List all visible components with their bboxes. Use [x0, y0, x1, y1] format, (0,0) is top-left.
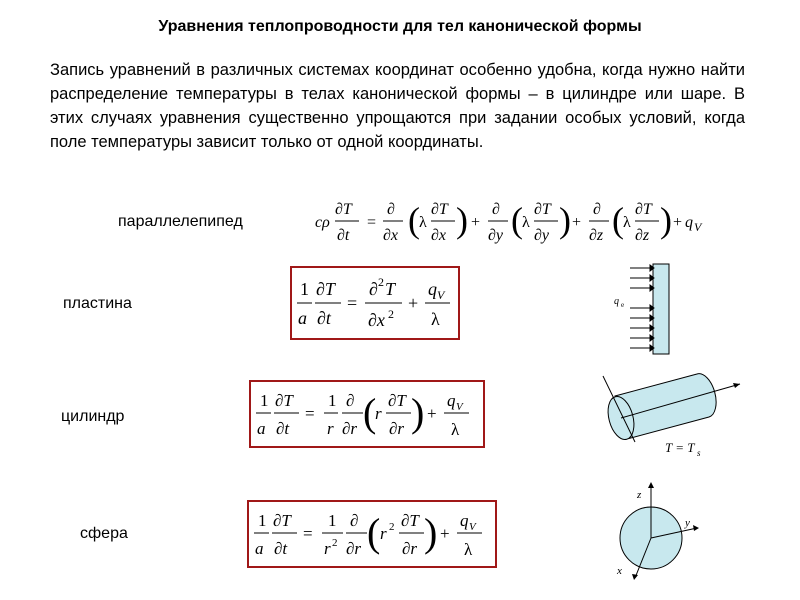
- svg-text:2: 2: [378, 275, 384, 289]
- svg-text:(: (: [363, 390, 377, 435]
- svg-text:(: (: [612, 200, 624, 240]
- svg-text:∂r: ∂r: [402, 539, 418, 558]
- svg-text:V: V: [469, 521, 476, 533]
- svg-text:∂x: ∂x: [383, 227, 399, 244]
- plate-diagram-svg: [610, 260, 680, 360]
- plate-equation-svg: [292, 268, 458, 338]
- svg-text:∂t: ∂t: [317, 308, 331, 328]
- svg-text:q: q: [428, 279, 437, 299]
- svg-text:∂T: ∂T: [316, 279, 335, 299]
- svg-text:∂t: ∂t: [337, 227, 350, 244]
- svg-text:λ: λ: [623, 214, 631, 231]
- axis-y-label: y: [685, 517, 690, 529]
- svg-text:λ: λ: [522, 214, 530, 231]
- sphere-diagram-svg: [615, 482, 705, 582]
- svg-text:λ: λ: [464, 540, 473, 559]
- svg-text:): ): [456, 200, 468, 240]
- svg-text:r: r: [375, 404, 382, 423]
- svg-text:=: =: [367, 214, 377, 231]
- svg-text:q: q: [685, 214, 693, 231]
- svg-text:V: V: [694, 220, 702, 234]
- svg-text:r: r: [380, 524, 387, 543]
- svg-text:): ): [660, 200, 672, 240]
- svg-text:a: a: [255, 539, 264, 558]
- z-axis-arrow: [648, 482, 654, 488]
- svg-text:1: 1: [328, 511, 337, 530]
- slide-title: Уравнения теплопроводности для тел канонической формы: [158, 18, 642, 35]
- svg-text:=: =: [305, 404, 315, 423]
- y-axis-arrow: [693, 525, 699, 531]
- svg-text:∂r: ∂r: [346, 539, 362, 558]
- svg-text:∂T: ∂T: [388, 391, 406, 410]
- svg-text:λ: λ: [419, 214, 427, 231]
- svg-text:∂: ∂: [387, 201, 395, 218]
- svg-text:λ: λ: [431, 309, 440, 329]
- svg-text:∂x: ∂x: [368, 310, 385, 330]
- plate-diagram: [610, 260, 680, 365]
- svg-text:∂r: ∂r: [342, 419, 358, 438]
- svg-text:): ): [411, 390, 425, 435]
- svg-text:(: (: [367, 510, 381, 555]
- cylinder-condition: T = T: [665, 440, 695, 455]
- svg-text:+: +: [572, 214, 582, 231]
- sphere-label: сфера: [80, 525, 128, 542]
- svg-text:V: V: [437, 288, 445, 302]
- plate-shape: [653, 264, 669, 354]
- cylinder-axis-arrow: [733, 383, 740, 388]
- svg-text:∂T: ∂T: [431, 201, 448, 218]
- cylinder-diagram-svg: [595, 372, 745, 462]
- svg-text:2: 2: [332, 537, 338, 549]
- svg-text:∂t: ∂t: [276, 419, 290, 438]
- svg-text:=: =: [303, 524, 313, 543]
- plate-label: пластина: [63, 295, 132, 312]
- sphere-equation-box: [247, 500, 497, 568]
- cylinder-label: цилиндр: [61, 408, 125, 425]
- svg-text:1: 1: [300, 279, 309, 299]
- svg-text:∂T: ∂T: [635, 201, 652, 218]
- svg-text:r: r: [327, 419, 334, 438]
- svg-text:+: +: [408, 293, 419, 313]
- svg-text:2: 2: [389, 521, 395, 533]
- svg-text:∂y: ∂y: [488, 227, 504, 244]
- plate-flux-label: q: [614, 296, 619, 307]
- svg-text:∂y: ∂y: [534, 227, 550, 244]
- cylinder-diagram: [595, 372, 745, 467]
- svg-text:2: 2: [388, 307, 394, 321]
- cylinder-equation-svg: [251, 382, 483, 446]
- svg-text:=: =: [347, 293, 358, 313]
- svg-text:T: T: [385, 279, 396, 299]
- svg-text:+: +: [471, 214, 481, 231]
- svg-text:+: +: [440, 524, 450, 543]
- svg-text:∂r: ∂r: [389, 419, 405, 438]
- parallelepiped-label: параллелепипед: [118, 213, 243, 230]
- svg-text:+: +: [673, 214, 683, 231]
- intro-text: Запись уравнений в различных системах координат особенно удобна, когда нужно найти распределение температуры в телах канонической формы – в цилиндре или шаре. В этих случаях уравнения существенно упрощаются при задании особых условий, когда поле температуры зависит только от одной координаты.: [50, 61, 745, 151]
- svg-text:): ): [424, 510, 438, 555]
- svg-text:∂z: ∂z: [635, 227, 650, 244]
- svg-text:q: q: [447, 391, 456, 410]
- svg-text:∂T: ∂T: [401, 511, 419, 530]
- plate-flux-sub: e: [621, 301, 625, 309]
- cylinder-equation-box: [249, 380, 485, 448]
- axis-z-label: z: [637, 489, 642, 501]
- sphere-equation-svg: [249, 502, 495, 566]
- parallelepiped-equation: [315, 192, 715, 257]
- svg-text:q: q: [460, 511, 469, 530]
- svg-text:+: +: [427, 404, 437, 423]
- svg-text:λ: λ: [451, 420, 460, 439]
- svg-text:∂z: ∂z: [589, 227, 604, 244]
- svg-text:(: (: [408, 200, 420, 240]
- plate-equation-box: [290, 266, 460, 340]
- intro-paragraph: [50, 58, 745, 154]
- svg-text:∂: ∂: [346, 391, 355, 410]
- svg-text:V: V: [456, 401, 463, 413]
- sphere-diagram: [615, 482, 705, 587]
- svg-text:∂: ∂: [492, 201, 500, 218]
- svg-text:∂T: ∂T: [275, 391, 293, 410]
- svg-text:∂T: ∂T: [335, 201, 352, 218]
- heat-flux-arrows: [630, 265, 654, 351]
- svg-text:1: 1: [328, 391, 337, 410]
- axis-x-label: x: [617, 565, 622, 577]
- svg-text:∂T: ∂T: [534, 201, 551, 218]
- svg-text:cρ: cρ: [315, 214, 330, 231]
- svg-text:∂T: ∂T: [273, 511, 291, 530]
- cylinder-condition-sub: s: [697, 448, 701, 458]
- svg-text:1: 1: [260, 391, 269, 410]
- svg-text:): ): [559, 200, 571, 240]
- svg-text:∂t: ∂t: [274, 539, 288, 558]
- svg-text:∂: ∂: [593, 201, 601, 218]
- parallelepiped-equation-svg: [315, 192, 715, 252]
- svg-text:a: a: [257, 419, 266, 438]
- svg-text:∂: ∂: [369, 279, 378, 299]
- svg-text:(: (: [511, 200, 523, 240]
- svg-text:∂x: ∂x: [431, 227, 447, 244]
- x-axis-arrow: [632, 574, 638, 580]
- svg-text:r: r: [324, 539, 331, 558]
- svg-text:∂: ∂: [350, 511, 359, 530]
- svg-text:a: a: [298, 308, 307, 328]
- svg-text:1: 1: [258, 511, 267, 530]
